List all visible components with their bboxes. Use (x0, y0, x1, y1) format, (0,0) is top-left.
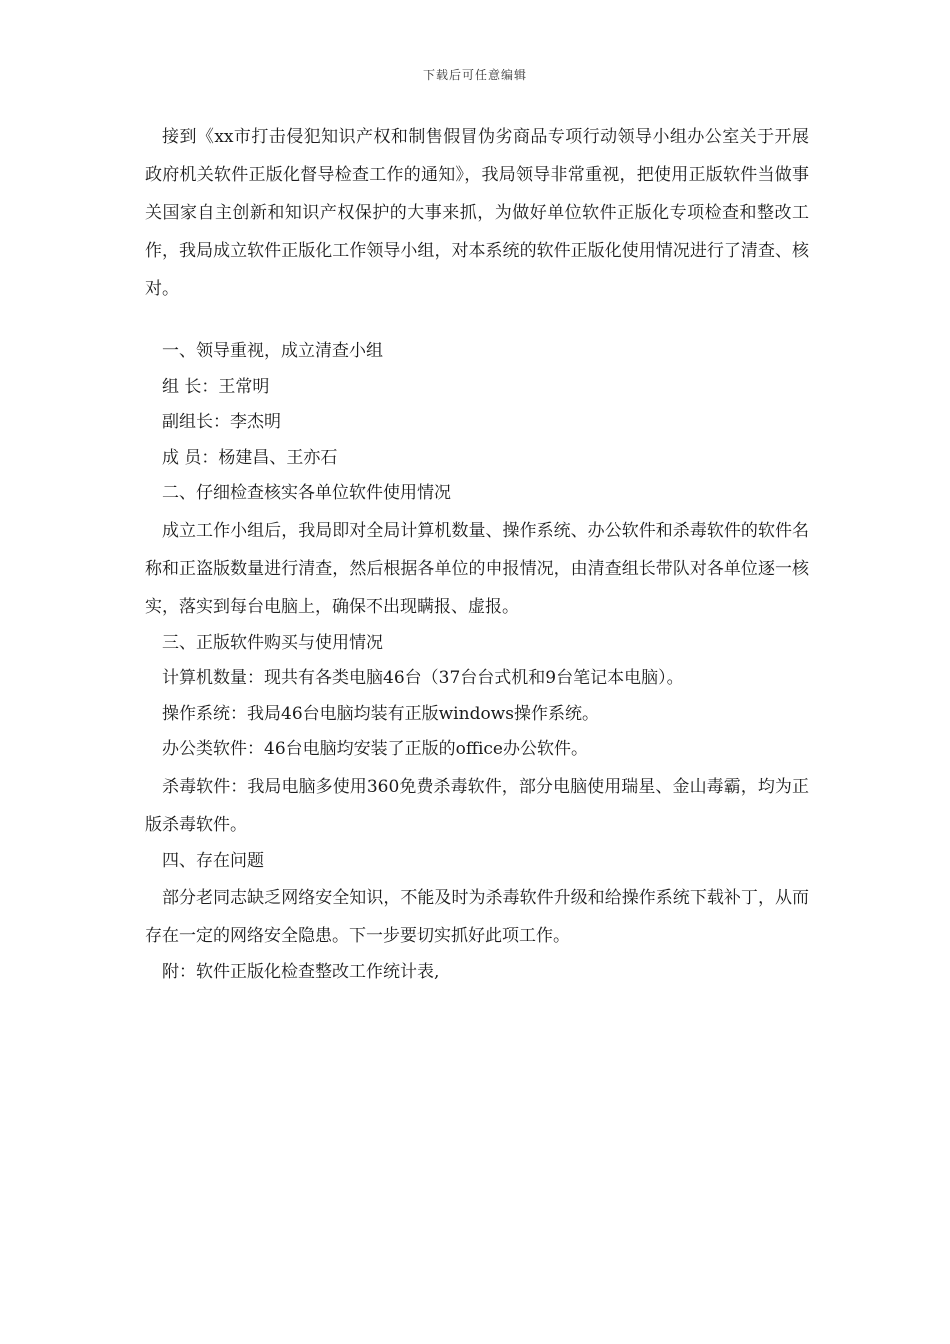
leader-line: 组 长：王常明 (162, 376, 270, 397)
header-note: 下载后可任意编辑 (422, 68, 527, 82)
intro-paragraph: 接到《xx市打击侵犯知识产权和制售假冒伪劣商品专项行动领导小组办公室关于开展政府机关软件正版化督导检查工作的通知》，我局领导非常重视，把使用正版软件当做事关国家自主创新和知识产权保护的大事来抓，为做好单位软件正版化专项检查和整改工作，我局成立软件正版化工作领导小组，对本系统的软件正版化使用情况进行了清查、核对。 (145, 127, 809, 299)
office-software-line: 办公类软件：46台电脑均安装了正版的office办公软件。 (162, 739, 588, 759)
section-4-paragraph: 部分老同志缺乏网络安全知识，不能及时为杀毒软件升级和给操作系统下载补丁，从而存在一定的网络安全隐患。下一步要切实抓好此项工作。 (145, 888, 809, 946)
computer-count-line: 计算机数量：现共有各类电脑46台（37台台式机和9台笔记本电脑）。 (162, 668, 684, 688)
section-heading-4: 四、存在问题 (162, 850, 264, 871)
appendix-line: 附：软件正版化检查整改工作统计表, (162, 962, 440, 982)
section-heading-1: 一、领导重视，成立清查小组 (162, 341, 383, 361)
members-line: 成 员：杨建昌、王亦石 (162, 447, 338, 468)
section-heading-3: 三、正版软件购买与使用情况 (162, 632, 383, 653)
deputy-leader-line: 副组长：李杰明 (162, 412, 281, 432)
operating-system-line: 操作系统：我局46台电脑均装有正版windows操作系统。 (162, 703, 599, 724)
section-2-paragraph: 成立工作小组后，我局即对全局计算机数量、操作系统、办公软件和杀毒软件的软件名称和正盗版数量进行清查，然后根据各单位的申报情况，由清查组长带队对各单位逐一核实，落实到每台电脑上，确保不出现瞒报、虚报。 (145, 520, 809, 617)
section-heading-2: 二、仔细检查核实各单位软件使用情况 (162, 483, 451, 503)
antivirus-paragraph: 杀毒软件：我局电脑多使用360免费杀毒软件，部分电脑使用瑞星、金山毒霸，均为正版杀毒软件。 (145, 776, 809, 835)
document-body (145, 118, 809, 991)
